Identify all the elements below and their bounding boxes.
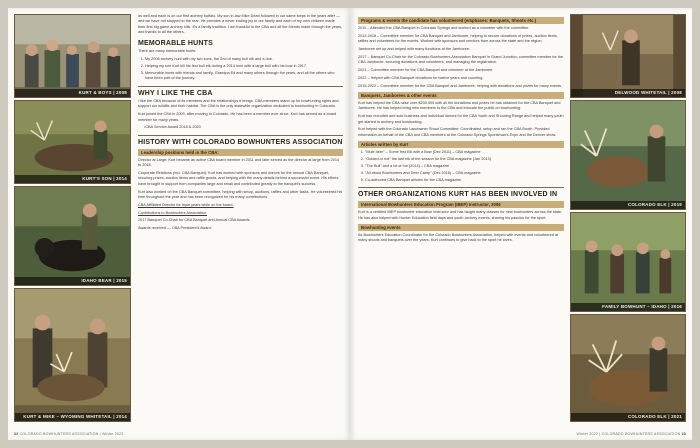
footer-text: COLORADO BOWHUNTERS ASSOCIATION | Winter 2022 [19, 432, 124, 436]
list-item: 3. Memorable hunts with friends and family. Grandpa Ed and many others through the years, and all the others who have been part of the journey. [145, 71, 343, 82]
left-text-column [138, 14, 343, 234]
photo-delwood-whitetail [570, 14, 686, 98]
banquet-paragraph: Kurt has helped the CBA raise over $200,000 with all the donations and prizes he has obtained for the CBA Banquet and Jamboree. He has helped bring new members to the CBA and educate the public on bowhunting. [358, 101, 561, 111]
list-item: • CBA Service Award 2018 & 2020 [144, 125, 343, 130]
banquet-paragraph: Kurt has recruited and sold business and individual donors for the CBA Youth and Shooting Range and helped many youth get started in archery and bowhunting. [358, 114, 564, 124]
program-paragraph: 2021 – Committee member for the CBA Banquet and volunteer at the Jamboree. [358, 68, 494, 72]
page-number: 22 [14, 432, 19, 436]
history-paragraph: Contributions to Bowhunters Association: [138, 210, 208, 215]
list-item: 4. "All about Bowhunters and Deer Camp" (Dec 2016) – CBA magazine [365, 171, 564, 176]
photo-caption: COLORADO ELK | 2019 [571, 201, 685, 209]
photo-colorado-elk-2019 [570, 100, 686, 210]
right-footer [576, 432, 686, 436]
list-item: 2. Helping my son Kurt kill his first bull elk during a 2014 hunt with a large bull with his bow in 2017. [145, 64, 343, 69]
articles-bar: Articles written by Kurt [358, 141, 564, 148]
bowhunting-events-bar: Bowhunting events [358, 224, 564, 231]
right-page [350, 8, 692, 440]
award-list [138, 125, 343, 130]
banquets-bar: Banquets, Jamborees & other events [358, 92, 564, 99]
intro-paragraph: as well and each is on our first archery buffalo. My son in-law Mike Dean followed in our same steps in the years after — and we have not stopped to the rear. He provides a never ending joy to our family and each of my own children made their first big game archery kills. It's a family tradition. I am thankful to the CBA and all the friends made through the years, and thanks to all the others. [138, 14, 343, 35]
list-item: 1. My 2008 archery hunt with my two sons, the 2nd of many bull elk and a doe. [145, 57, 343, 62]
leadership-bar: Leadership positions held in the CBA: [138, 149, 343, 156]
programs-bar: Programs & events the candidate has volunteered (emphases: Banquets, Shoots etc.) [358, 17, 564, 24]
program-paragraph: 2012-2018 – Committee member for CBA Banquet and Jamboree, helping to secure donations of prizes, auction items, raffles and volunteers for the events. Worked with sponsors and vendors from across the state and the region. [358, 33, 558, 44]
events-paragraph: As Bowhunters Education Coordinator for the Colorado Bowhunters Association, helped with events and volunteered at many shoots and banquets over the years. Kurt continues to give back to the sport he loves. [358, 233, 559, 243]
why-paragraph: Kurt joined the CBA in 2009, after moving to Colorado. He has been a member ever since. Kurt has served as a board member for many years. [138, 112, 337, 122]
right-text-column [358, 14, 564, 246]
photo-caption: KURT & MIKE – WYOMING WHITETAIL | 2014 [15, 413, 130, 421]
photo-caption: FAMILY BOWHUNT – IDAHO | 2016 [571, 303, 685, 311]
photo-family-bowhunt [570, 212, 686, 312]
list-item: 3. "The Bull" and a lot of fun (2014) – CBA magazine [365, 164, 564, 169]
photo-kurt-and-boys [14, 14, 131, 98]
program-paragraph: Jamboree set up and helped with many functions at the Jamboree. [358, 47, 471, 51]
photo-wyoming-whitetail [14, 288, 131, 422]
left-footer [14, 432, 124, 436]
history-paragraph: Kurt also worked on the CBA Banquet committee, helping with setup, auctions, raffles and other tasks. He volunteered his time throughout the year and has been recognized for his many contributions. [138, 189, 343, 200]
history-heading: HISTORY WITH COLORADO BOWHUNTERS ASSOCIATION [138, 135, 343, 146]
history-paragraph: 2017 Banquet Co-Chair for CBA Banquet and Annual CBA Awards. [138, 218, 251, 223]
banquet-paragraph: Kurt helped with the Colorado Landowner Shoot Committee: Coordinated, setup and ran the CBA Booth. Provided information on behalf of the CBA and CBA members at the Colorado Springs Sportsman's Expo and the Denver show. [358, 127, 557, 137]
list-item: 5. Co-authored CBA Banquet articles for the CBA magazine. [365, 178, 564, 183]
page-number: 23 [681, 432, 686, 436]
photo-colorado-elk-2021 [570, 314, 686, 422]
footer-text: Winter 2022 | COLORADO BOWHUNTERS ASSOCIATION [576, 432, 681, 436]
history-paragraph: Director at Large: Kurt became an active CBA board member in 2011 and later served as the director at large from 2014 to 2018. [138, 157, 340, 168]
history-paragraph: Awards received — CBA President's Award. [138, 226, 212, 231]
program-paragraph: 2017 – Banquet Co-Chair for the Colorado Bowhunters Association Banquet in Grand Junction, committee member for the CBA Jamboree, securing donations and volunteers, and managing the registration. [358, 54, 564, 65]
photo-caption: KURT'S SON | 2014 [15, 175, 130, 183]
other-organizations-heading: OTHER ORGANIZATIONS KURT HAS BEEN INVOLVED IN [358, 187, 564, 198]
photo-caption: COLORADO ELK | 2021 [571, 413, 685, 421]
left-page [8, 8, 350, 440]
program-paragraph: 2015-2022 – Committee member for the CBA Banquet and Jamboree, helping with donations and prizes for many events. [358, 83, 563, 88]
photo-caption: IDAHO BEAR | 2015 [15, 277, 130, 285]
list-item: 1. "Mule deer" – Some first Elk with a Bow (Dec 2011) – CBA magazine [365, 150, 564, 155]
program-paragraph: 2011 – Attended the CBA Banquet in Colorado Springs and worked as a volunteer with the committee. [358, 26, 530, 30]
why-paragraph: I like the CBA because of its members and the relationships it brings. CBA members stand up for bowhunting rights and support our wildlife and their habitat. The CBA is the only statewide organization dedicated to bowhunting in Colorado. [138, 99, 339, 109]
memorable-hunts-heading: MEMORABLE HUNTS [138, 39, 213, 47]
photo-caption: KURT & BOYS | 2008 [15, 89, 130, 97]
photo-caption: DELWOOD WHITETAIL | 2008 [571, 89, 685, 97]
articles-list [358, 150, 564, 183]
ibep-paragraph: Kurt is a certified IBEP bowhunter education instructor and has taught many classes for new bowhunters across the state. He has also helped with Hunter Education field days and youth archery events, sharing his passion for the sport. [358, 210, 563, 220]
photo-idaho-bear [14, 186, 131, 286]
program-paragraph: 2022 – Helped with CBA Banquet donations for twelve years and counting. [358, 75, 484, 80]
memorable-hunts-list [138, 57, 343, 82]
ibep-bar: International Bowhunters Education Program (IBEP) Instructor, 2006 [358, 201, 564, 208]
history-paragraph: Corporate Relations (incl. CBA Banquet): Kurt has worked with sponsors and donors for the annual CBA Banquet, securing prizes, auction items and raffle goods, and helping with the many details behind a successful event. His efforts have brought in support from companies large and small and contributed greatly to the banquet's success. [138, 171, 339, 186]
why-i-like-cba-heading: WHY I LIKE THE CBA [138, 86, 343, 97]
magazine-spread [8, 8, 692, 440]
memorable-hunts-intro: There are many memorable hunts: [138, 49, 197, 54]
history-paragraph: CBA Affiliated Director for triple years while on the board. [138, 202, 234, 207]
photo-kurts-son [14, 100, 131, 184]
list-item: 2. "Guided or not" the last elk of the season for the CBA magazine (Jan 2013) [365, 157, 564, 162]
